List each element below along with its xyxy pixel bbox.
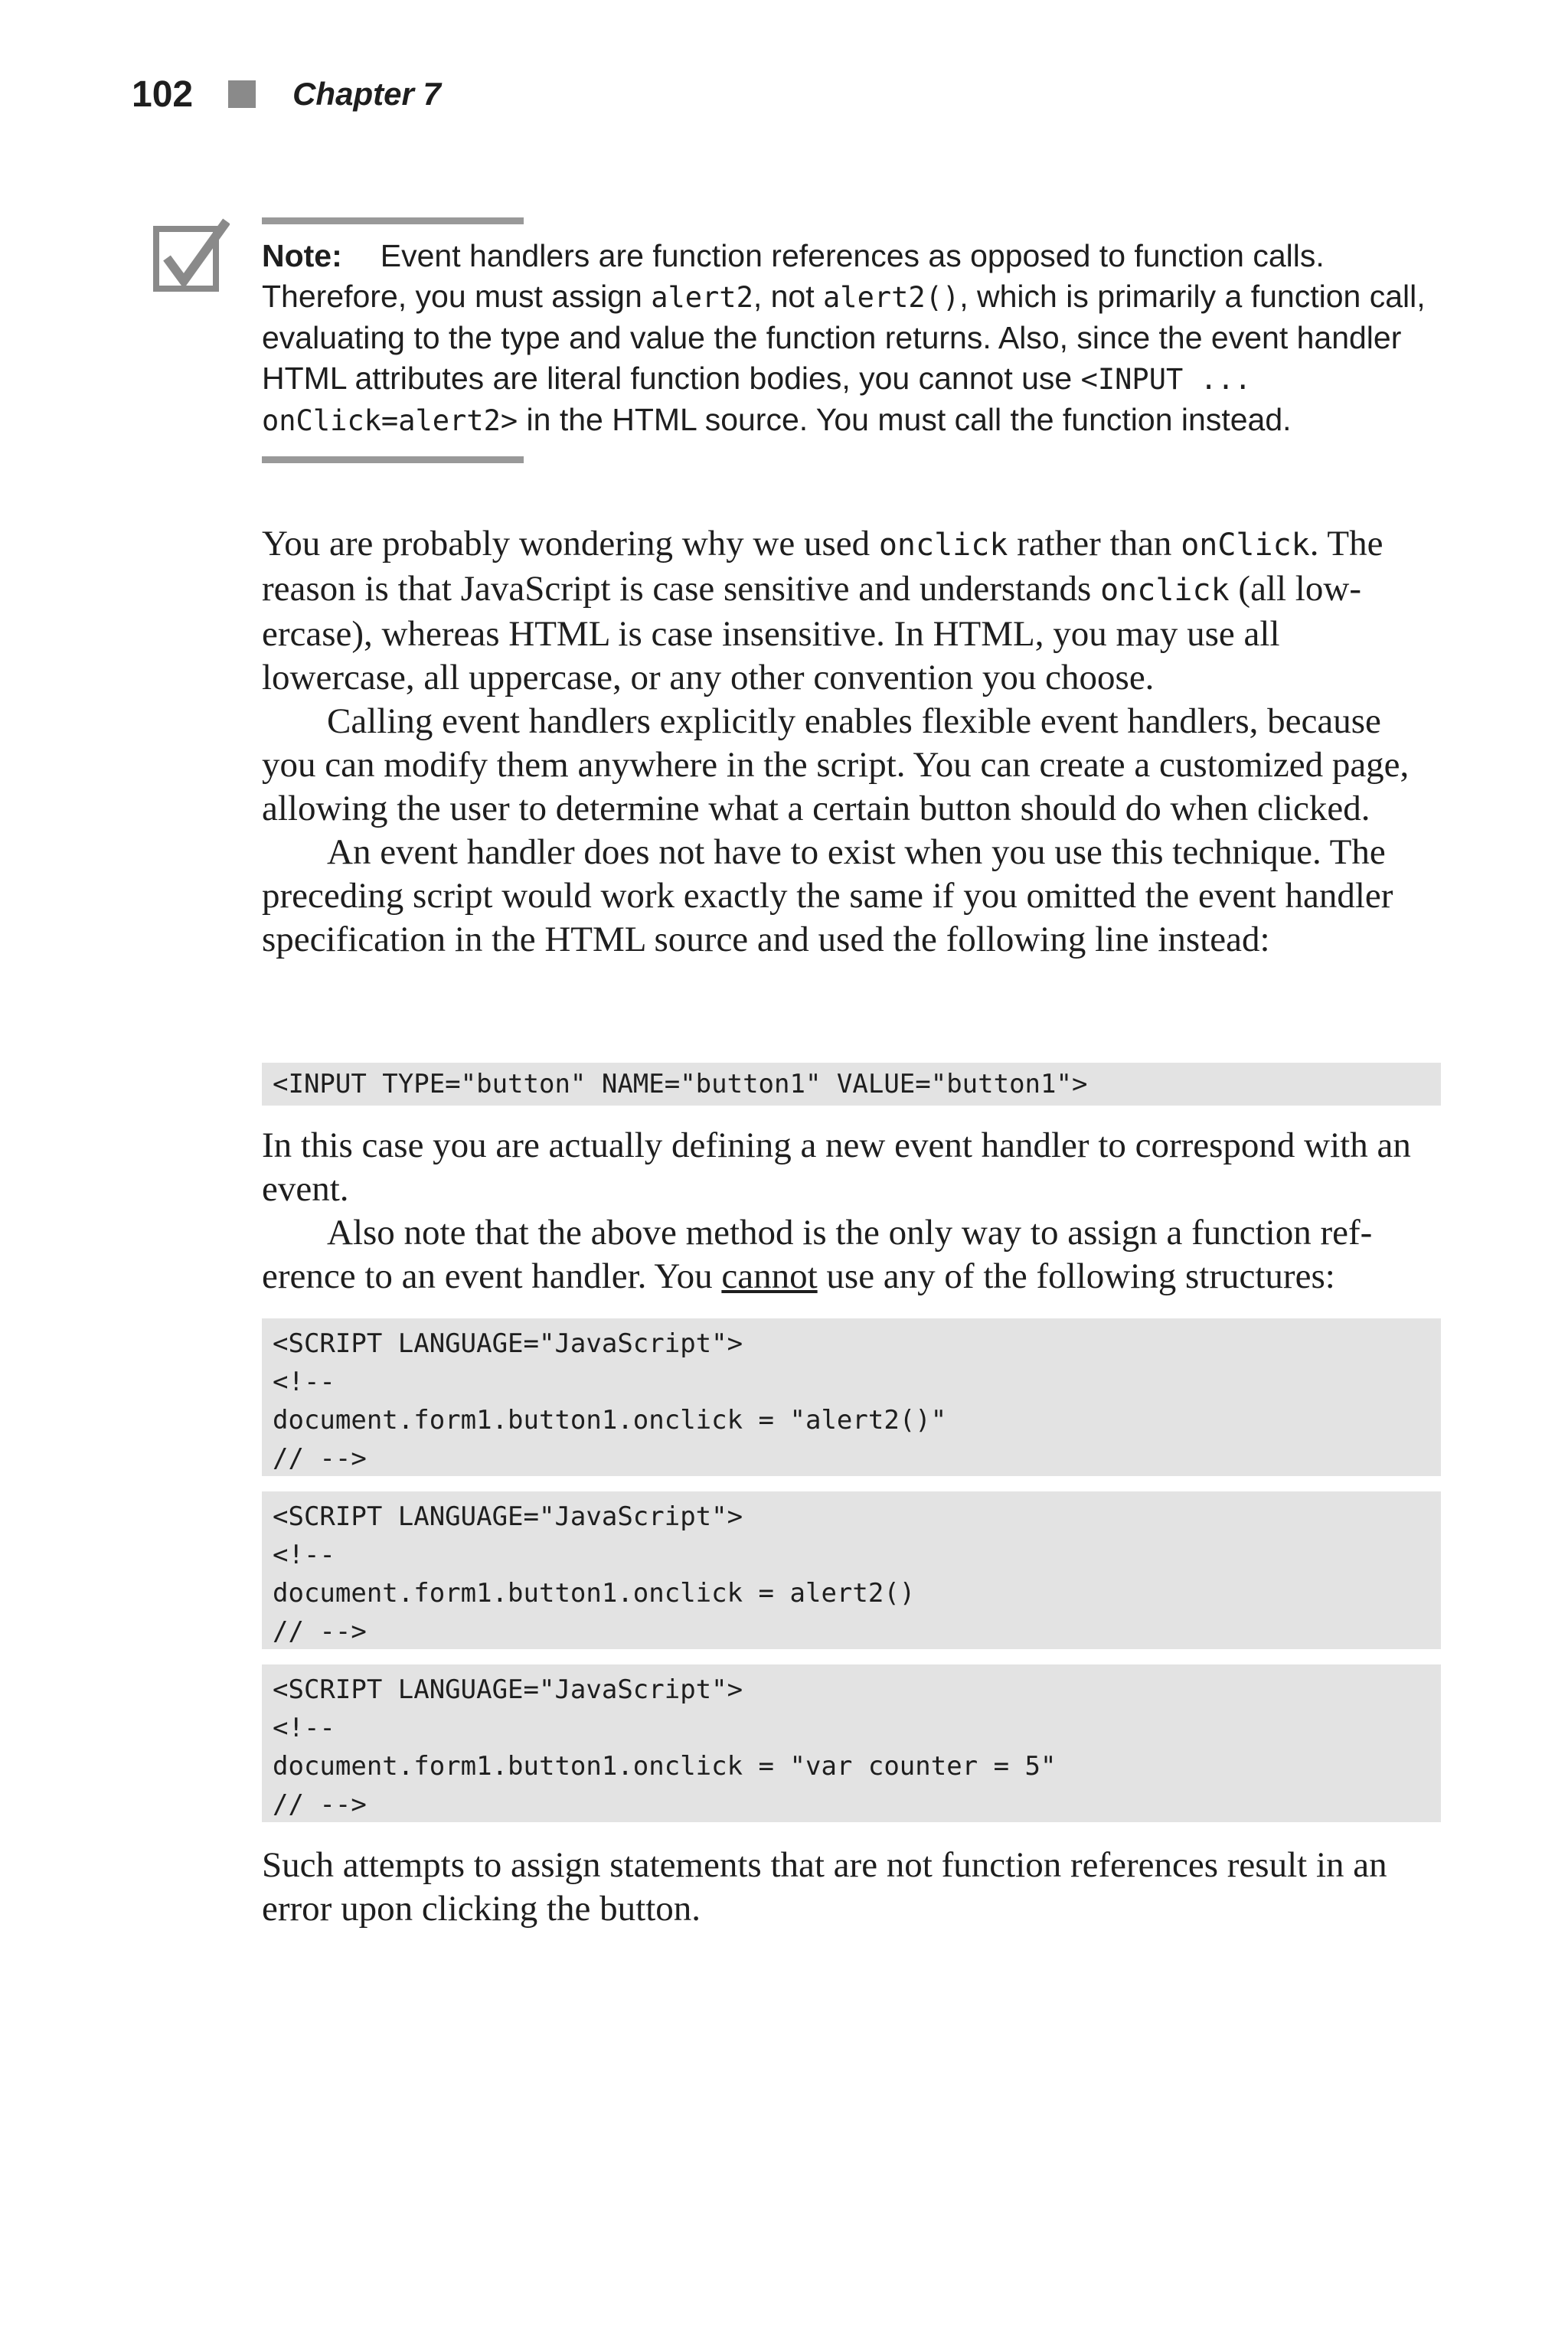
code-block-input: <INPUT TYPE="button" NAME="button1" VALUE="button1"> [262,1063,1441,1106]
page-number: 102 [132,74,194,115]
text-segment: . The reason is that JavaScript is case sensitive and understands [262,524,1383,609]
body-block-1 [262,522,1441,962]
note-text-segment: in the HTML source. You must call the function instead. [518,402,1292,437]
paragraph: Such attempts to assign statements that are not function references result in an error upon clicking the button. [262,1845,1387,1929]
paragraph [262,1211,1441,1298]
note-code-input: <INPUT ... onClick=alert2> [262,363,1252,437]
inline-code: onClick [1181,528,1310,563]
code-block-script-2: <SCRIPT LANGUAGE="JavaScript"> <!-- document.form1.button1.onclick = alert2() // --> [262,1491,1441,1649]
text-segment: Also note that the above method is the only way to assign a function reference to an event handler. You [262,1213,1373,1296]
note-code-alert2-call: alert2() [823,281,960,314]
inline-code: onclick [1100,573,1230,608]
paragraph: Calling event handlers explicitly enables flexible event handlers, because you can modify them anywhere in the script. You can create a customized page, allowing the user to determine what a certain button should do when clicked. [262,701,1410,828]
text-segment: use any of the following structures: [817,1256,1335,1296]
paragraph: An event handler does not have to exist when you use this technique. The preceding script would work exactly the same if you omitted the event handler specification in the HTML source and used the following line instead: [262,832,1393,959]
header-square-icon [228,80,256,108]
note-rule-top [262,217,524,224]
note-label: Note: [262,238,342,273]
note-text-segment: , not [753,279,824,314]
body-block-2 [262,1124,1441,1298]
text-segment: rather than [1008,524,1181,564]
note-rule-bottom [262,456,524,463]
note-code-alert2: alert2 [651,281,753,314]
note-text-segment: Event handlers are function references as opposed to function calls. Therefore, you must assign [262,238,1325,314]
code-block-script-1: <SCRIPT LANGUAGE="JavaScript"> <!-- document.form1.button1.onclick = "alert2()" // --> [262,1318,1441,1476]
code-block-script-3: <SCRIPT LANGUAGE="JavaScript"> <!-- document.form1.button1.onclick = "var counter = 5" // --> [262,1664,1441,1822]
text-segment: (all lowercase), whereas HTML is case insensitive. In HTML, you may use all lowercase, all uppercase, or any other convention you choose. [262,569,1361,697]
paragraph: In this case you are actually defining a new event handler to correspond with an event. [262,1125,1411,1209]
note-text [262,236,1445,441]
underlined-text: cannot [721,1256,818,1296]
note-text-segment: , which is primarily a function call, evaluating to the type and value the function returns. Also, since the event handler HTML attributes are literal function bodies, you cannot use [262,279,1426,396]
body-block-3 [262,1844,1441,1931]
page-header [132,67,441,121]
paragraph [262,522,1441,700]
checkbox-check-icon [153,218,230,295]
inline-code: onclick [878,528,1008,563]
text-segment: You are probably wondering why we used [262,524,879,564]
chapter-label: Chapter 7 [292,76,441,112]
